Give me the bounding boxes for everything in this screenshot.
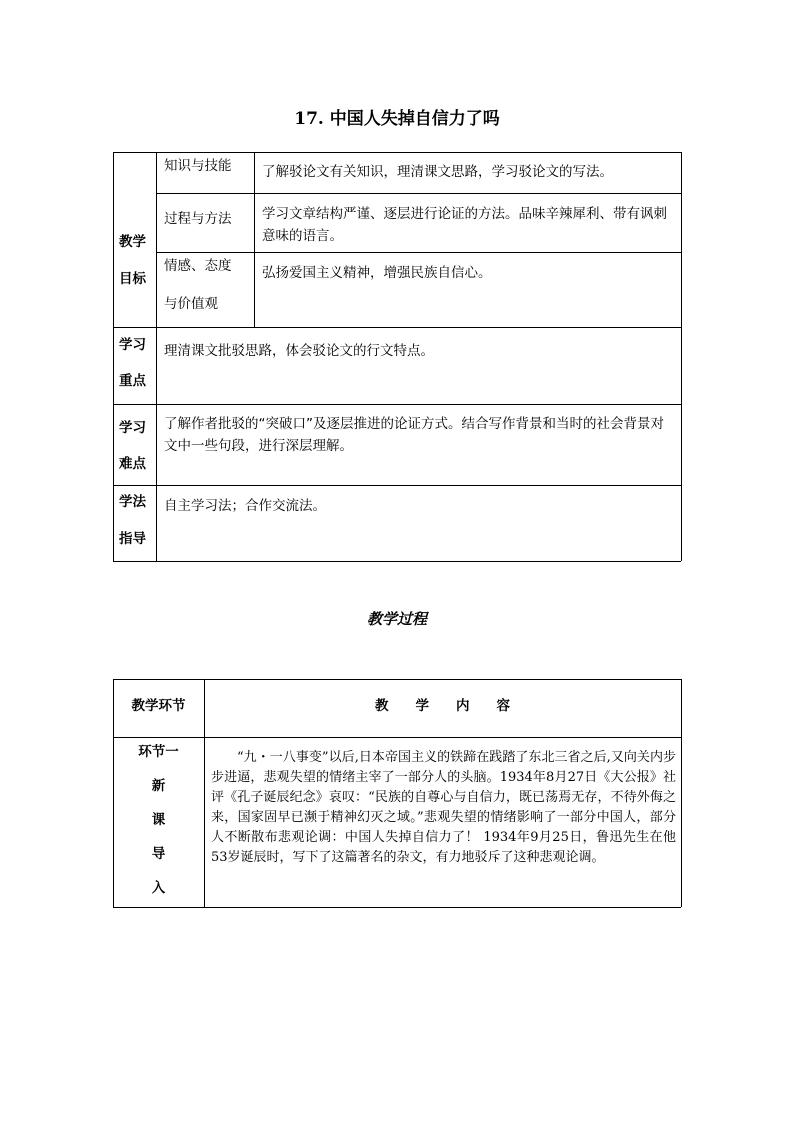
document-title: 17. 中国人失掉自信力了吗 (294, 109, 500, 129)
stage-char: 课 (151, 812, 166, 828)
objective-category-knowledge: 知识与技能 (164, 158, 232, 174)
objectives-label-line2: 目标 (119, 271, 146, 287)
stage-content: “九・一八事变”以后,日本帝国主义的铁蹄在践踏了东北三省之后,又向关内步步进逼，悲观失望的情绪主宰了一部分人的头脑。1934年8月27日《大公报》社评《孔子诞辰纪念》哀叹：“民族的自尊心与自信力，既已荡焉无存，不待外侮之来，国家固早已濒于精神幻灭之域。”悲观失望的情绪影响了一部分中国人，部分人不断散布悲观论调：中国人失掉自信力了！ 1934年9月25日，鲁迅先生在他53岁诞辰时，写下了这篇著名的杂文，有力地驳斥了这种悲观论调。 (211, 750, 676, 865)
stage-char: 入 (151, 880, 166, 896)
method-label-line1: 学法 (119, 494, 146, 510)
difficulty-label-line2: 难点 (119, 456, 146, 472)
difficulty-content: 了解作者批驳的“突破口”及逐层推进的论证方式。结合写作背景和当时的社会背景对文中一些句段，进行深层理解。 (164, 416, 664, 454)
objective-content-emotion: 弘扬爱国主义精神，增强民族自信心。 (262, 265, 492, 281)
objective-content-knowledge: 了解驳论文有关知识，理清课文思路，学习驳论文的写法。 (262, 164, 613, 180)
method-content: 自主学习法；合作交流法。 (164, 498, 326, 514)
focus-label-line1: 学习 (119, 337, 146, 353)
objective-category-emotion-line1: 情感、态度 (164, 258, 232, 274)
stage-name: 环节一 (138, 744, 179, 760)
focus-label-line2: 重点 (119, 373, 146, 389)
process-header-content: 教 学 内 容 (375, 698, 510, 714)
objective-category-process: 过程与方法 (164, 211, 232, 227)
stage-char: 导 (151, 846, 166, 862)
objective-content-process: 学习文章结构严谨、逐层进行论证的方法。品味辛辣犀利、带有讽刺意味的语言。 (262, 206, 667, 244)
process-title: 教学过程 (366, 610, 427, 628)
method-label-line2: 指导 (119, 531, 146, 547)
difficulty-label-line1: 学习 (119, 420, 146, 436)
objectives-label-line1: 教学 (119, 234, 146, 250)
objective-category-emotion-line2: 与价值观 (164, 296, 218, 312)
process-header-stage: 教学环节 (131, 698, 186, 714)
focus-content: 理清课文批驳思路，体会驳论文的行文特点。 (164, 343, 434, 359)
stage-char: 新 (151, 778, 166, 794)
